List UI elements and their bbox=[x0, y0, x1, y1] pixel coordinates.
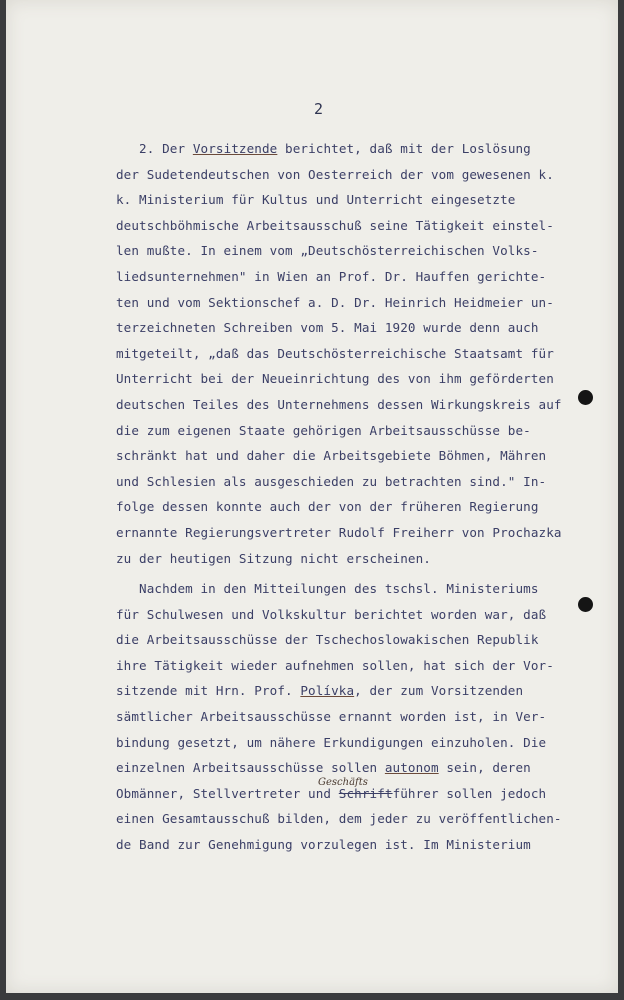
underlined-word: Polívka bbox=[300, 683, 355, 699]
page-number: 2 bbox=[314, 100, 324, 118]
text-line: Obmänner, Stellvertreter und Schriftführer sollen jedoch bbox=[116, 785, 547, 801]
text-line: terzeichneten Schreiben vom 5. Mai 1920 wurde denn auch bbox=[116, 320, 539, 336]
text-line: und Schlesien als ausgeschieden zu betrachten sind." In- bbox=[116, 473, 547, 489]
text-line: bindung gesetzt, um nähere Erkundigungen einzuholen. Die bbox=[116, 734, 547, 750]
text-line: Unterricht bei der Neueinrichtung des von ihm geförderten bbox=[116, 371, 554, 387]
typed-text-body bbox=[116, 136, 562, 858]
handwritten-correction: Geschäfts bbox=[318, 777, 368, 788]
punch-hole bbox=[578, 390, 593, 405]
text-line: sämtlicher Arbeitsausschüsse ernannt worden ist, in Ver- bbox=[116, 709, 547, 725]
text-line: ten und vom Sektionschef a. D. Dr. Heinrich Heidmeier un- bbox=[116, 294, 554, 310]
underlined-word: Vorsitzende bbox=[192, 141, 278, 156]
text-line: deutschböhmische Arbeitsausschuß seine Tätigkeit einstel- bbox=[116, 217, 554, 233]
text-line: liedsunternehmen" in Wien an Prof. Dr. Hauffen gerichte- bbox=[116, 268, 547, 284]
text-line: k. Ministerium für Kultus und Unterricht eingesetzte bbox=[116, 192, 516, 208]
text-line: folge dessen konnte auch der von der früheren Regierung bbox=[116, 499, 539, 515]
text-line: len mußte. In einem vom „Deutschösterreichischen Volks- bbox=[116, 243, 539, 259]
text-line: Nachdem in den Mitteilungen des tschsl. Ministeriums bbox=[139, 581, 539, 597]
underlined-word: autonom bbox=[384, 760, 439, 776]
text-line: de Band zur Genehmigung vorzulegen ist. Im Ministerium bbox=[116, 837, 531, 853]
text-line: die Arbeitsausschüsse der Tschechoslowakischen Republik bbox=[116, 632, 539, 648]
text-line: schränkt hat und daher die Arbeitsgebiete Böhmen, Mähren bbox=[116, 448, 547, 464]
text-line: der Sudetendeutschen von Oesterreich der vom gewesenen k. bbox=[116, 166, 554, 182]
text-line: 2. Der Vorsitzende berichtet, daß mit der Loslösung bbox=[139, 141, 531, 156]
document-page bbox=[6, 0, 618, 993]
text-line: ihre Tätigkeit wieder aufnehmen sollen, hat sich der Vor- bbox=[116, 657, 554, 673]
text-line: deutschen Teiles des Unternehmens dessen Wirkungskreis auf bbox=[116, 396, 562, 412]
text-line: für Schulwesen und Volkskultur berichtet worden war, daß bbox=[116, 606, 547, 622]
text-line: sitzende mit Hrn. Prof. Polívka, der zum Vorsitzenden bbox=[116, 683, 524, 699]
text-line: die zum eigenen Staate gehörigen Arbeitsausschüsse be- bbox=[116, 422, 531, 438]
struck-word: Schrift bbox=[338, 785, 393, 801]
text-line: ernannte Regierungsvertreter Rudolf Freiherr von Prochazka bbox=[116, 524, 562, 540]
punch-hole bbox=[578, 597, 593, 612]
text-line: einen Gesamtausschuß bilden, dem jeder zu veröffentlichen- bbox=[116, 811, 562, 827]
text-line: zu der heutigen Sitzung nicht erscheinen. bbox=[116, 550, 431, 566]
text-line: mitgeteilt, „daß das Deutschösterreichische Staatsamt für bbox=[116, 345, 554, 361]
text-line: einzelnen Arbeitsausschüsse sollen autonom sein, deren bbox=[116, 760, 531, 776]
